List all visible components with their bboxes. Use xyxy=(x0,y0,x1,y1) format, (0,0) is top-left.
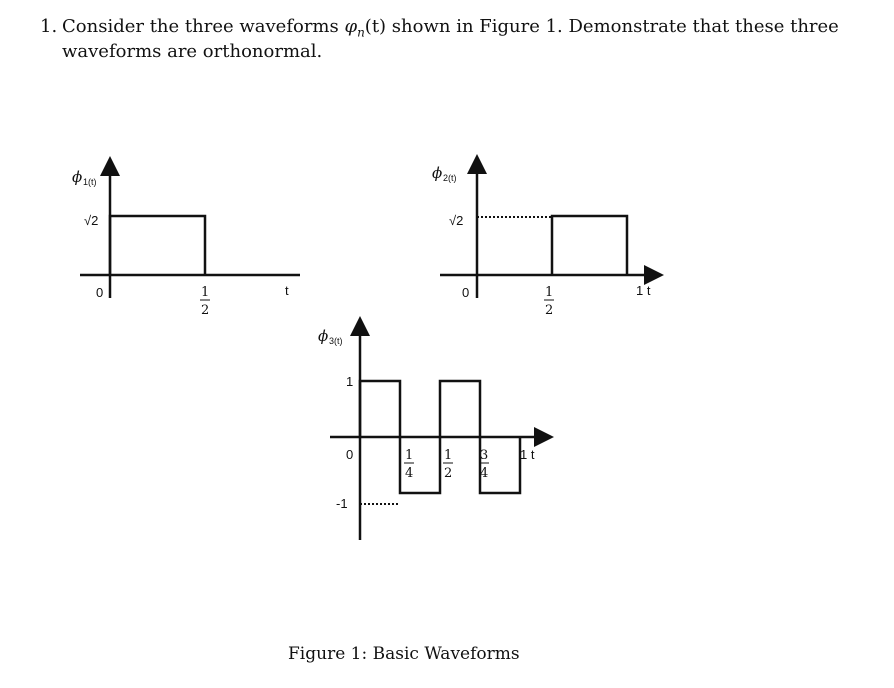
phi3-zero-label: 0 xyxy=(346,447,354,462)
phi3-label-sub: 3(t) xyxy=(329,336,343,346)
phi3-tick-quarter-num: 1 xyxy=(405,448,414,463)
phi1-label-sub: 1(t) xyxy=(83,177,97,187)
phi2-tick-num: 1 xyxy=(545,285,554,300)
phi3-tick-half-den: 2 xyxy=(444,466,453,481)
figure-caption: Figure 1: Basic Waveforms xyxy=(288,644,520,664)
phi2-waveform xyxy=(552,216,627,275)
phi1-level-label: √2 xyxy=(84,213,99,228)
phi-argument: (t) xyxy=(364,16,387,37)
plot-phi2 xyxy=(432,158,660,318)
phi1-zero-label: 0 xyxy=(96,285,104,300)
problem-text-post: shown in Figure 1. Demonstrate that these three xyxy=(386,16,839,37)
phi1-tick-den: 2 xyxy=(201,303,210,318)
phi3-tick-half-num: 1 xyxy=(444,448,453,463)
phi1-label: ϕ xyxy=(72,168,83,186)
phi2-zero-label: 0 xyxy=(462,285,470,300)
problem-number: 1. xyxy=(40,16,58,37)
phi2-label: ϕ xyxy=(432,164,443,182)
phi3-one-t-label: 1 t xyxy=(520,447,535,462)
phi1-t-label: t xyxy=(285,283,289,298)
plot-phi1 xyxy=(72,160,300,318)
phi3-tick-threequarter-den: 4 xyxy=(480,466,489,481)
phi3-pos-label: 1 xyxy=(346,374,354,389)
phi2-tick-den: 2 xyxy=(545,303,554,318)
problem-text-pre: Consider the three waveforms xyxy=(62,16,345,37)
phi-symbol: φ xyxy=(344,16,358,37)
phi1-waveform xyxy=(110,216,205,275)
phi1-tick-num: 1 xyxy=(201,285,210,300)
plot-phi3 xyxy=(318,320,550,540)
phi3-label: ϕ xyxy=(318,327,329,345)
phi3-neg-label: -1 xyxy=(336,496,348,511)
phi3-tick-threequarter-num: 3 xyxy=(480,448,489,463)
phi2-one-t-label: 1 t xyxy=(636,283,651,298)
phi-subscript: n xyxy=(357,25,365,40)
phi2-label-sub: 2(t) xyxy=(443,173,457,183)
phi2-level-label: √2 xyxy=(449,213,464,228)
problem-text-line-2: waveforms are orthonormal. xyxy=(62,41,323,62)
phi3-tick-quarter-den: 4 xyxy=(405,466,414,481)
